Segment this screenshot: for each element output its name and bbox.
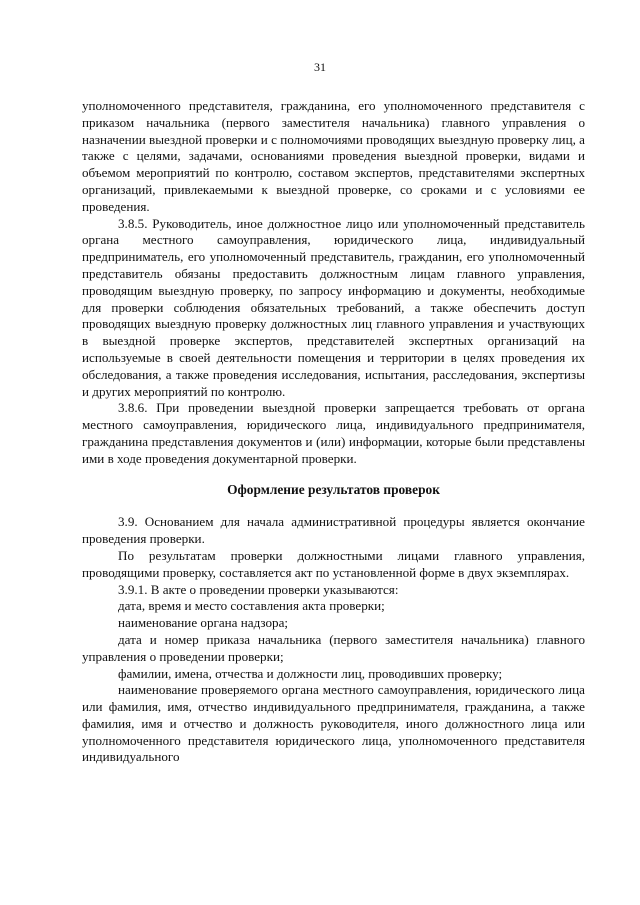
paragraph-3-8-5: 3.8.5. Руководитель, иное должностное лицо или уполномоченный представитель органа местного самоуправления, юридического лица, индивидуальный предприниматель, его уполномоченный представитель, гражданин, его уполномоченный представитель обязаны предоставить должностным лицам главного управления, проводящим выездную проверку, по запросу информацию и документы, необходимые для проверки соблюдения обязательных требований, а также обеспечить доступ проводящих выездную проверку должностных лиц главного управления и участвующих в выездной проверке экспертов, представителей экспертных организаций на используемые в своей деятельности помещения и территории в целях проведения их обследования, а также проведения исследования, испытания, расследования, экспертизы и других мероприятий по контролю. [82,215,585,399]
paragraph-3-8-6: 3.8.6. При проведении выездной проверки запрещается требовать от органа местного самоуправления, юридического лица, индивидуального предпринимателя, гражданина представления документов и (или) информации, которые были представлены ими в ходе проведения документарной проверки. [82,400,585,466]
document-body [82,98,585,766]
list-item-authority-name: наименование органа надзора; [118,615,289,631]
paragraph-act-creation: По результатам проверки должностными лицами главного управления, проводящими проверку, составляется акт по установленной форме в двух экземплярах. [82,547,585,580]
list-item-date-place: дата, время и место составления акта проверки; [118,598,385,614]
list-item-inspected-entity: наименование проверяемого органа местного самоуправления, юридического лица или фамилия, имя, отчество индивидуального предпринимателя, гражданина, а также фамилия, имя и отчество и должность руководителя, иного должностного лица или уполномоченного представителя юридического лица, уполномоченного представителя индивидуального [82,682,585,765]
page-number: 31 [314,60,326,74]
list-item-inspectors: фамилии, имена, отчества и должности лиц, проводивших проверку; [118,665,503,681]
list-item-order-date: дата и номер приказа начальника (первого заместителя начальника) главного управления о проведении проверки; [82,631,585,664]
paragraph-3-9-1: 3.9.1. В акте о проведении проверки указываются: [118,581,399,597]
section-heading: Оформление результатов проверок [227,481,440,497]
paragraph-continuation: уполномоченного представителя, гражданина, его уполномоченного представителя с приказом начальника (первого заместителя начальника) главного управления о назначении выездной проверки и с полномочиями проводящих выездную проверку лиц, а также с целями, задачами, основаниями проведения выездной проверки, видами и объемом мероприятий по контролю, составом экспертов, представителями экспертных организаций, привлекаемыми к выездной проверке, со сроками и с условиями ее проведения. [82,98,585,214]
paragraph-3-9: 3.9. Основанием для начала административной процедуры является окончание проведения проверки. [82,514,585,547]
